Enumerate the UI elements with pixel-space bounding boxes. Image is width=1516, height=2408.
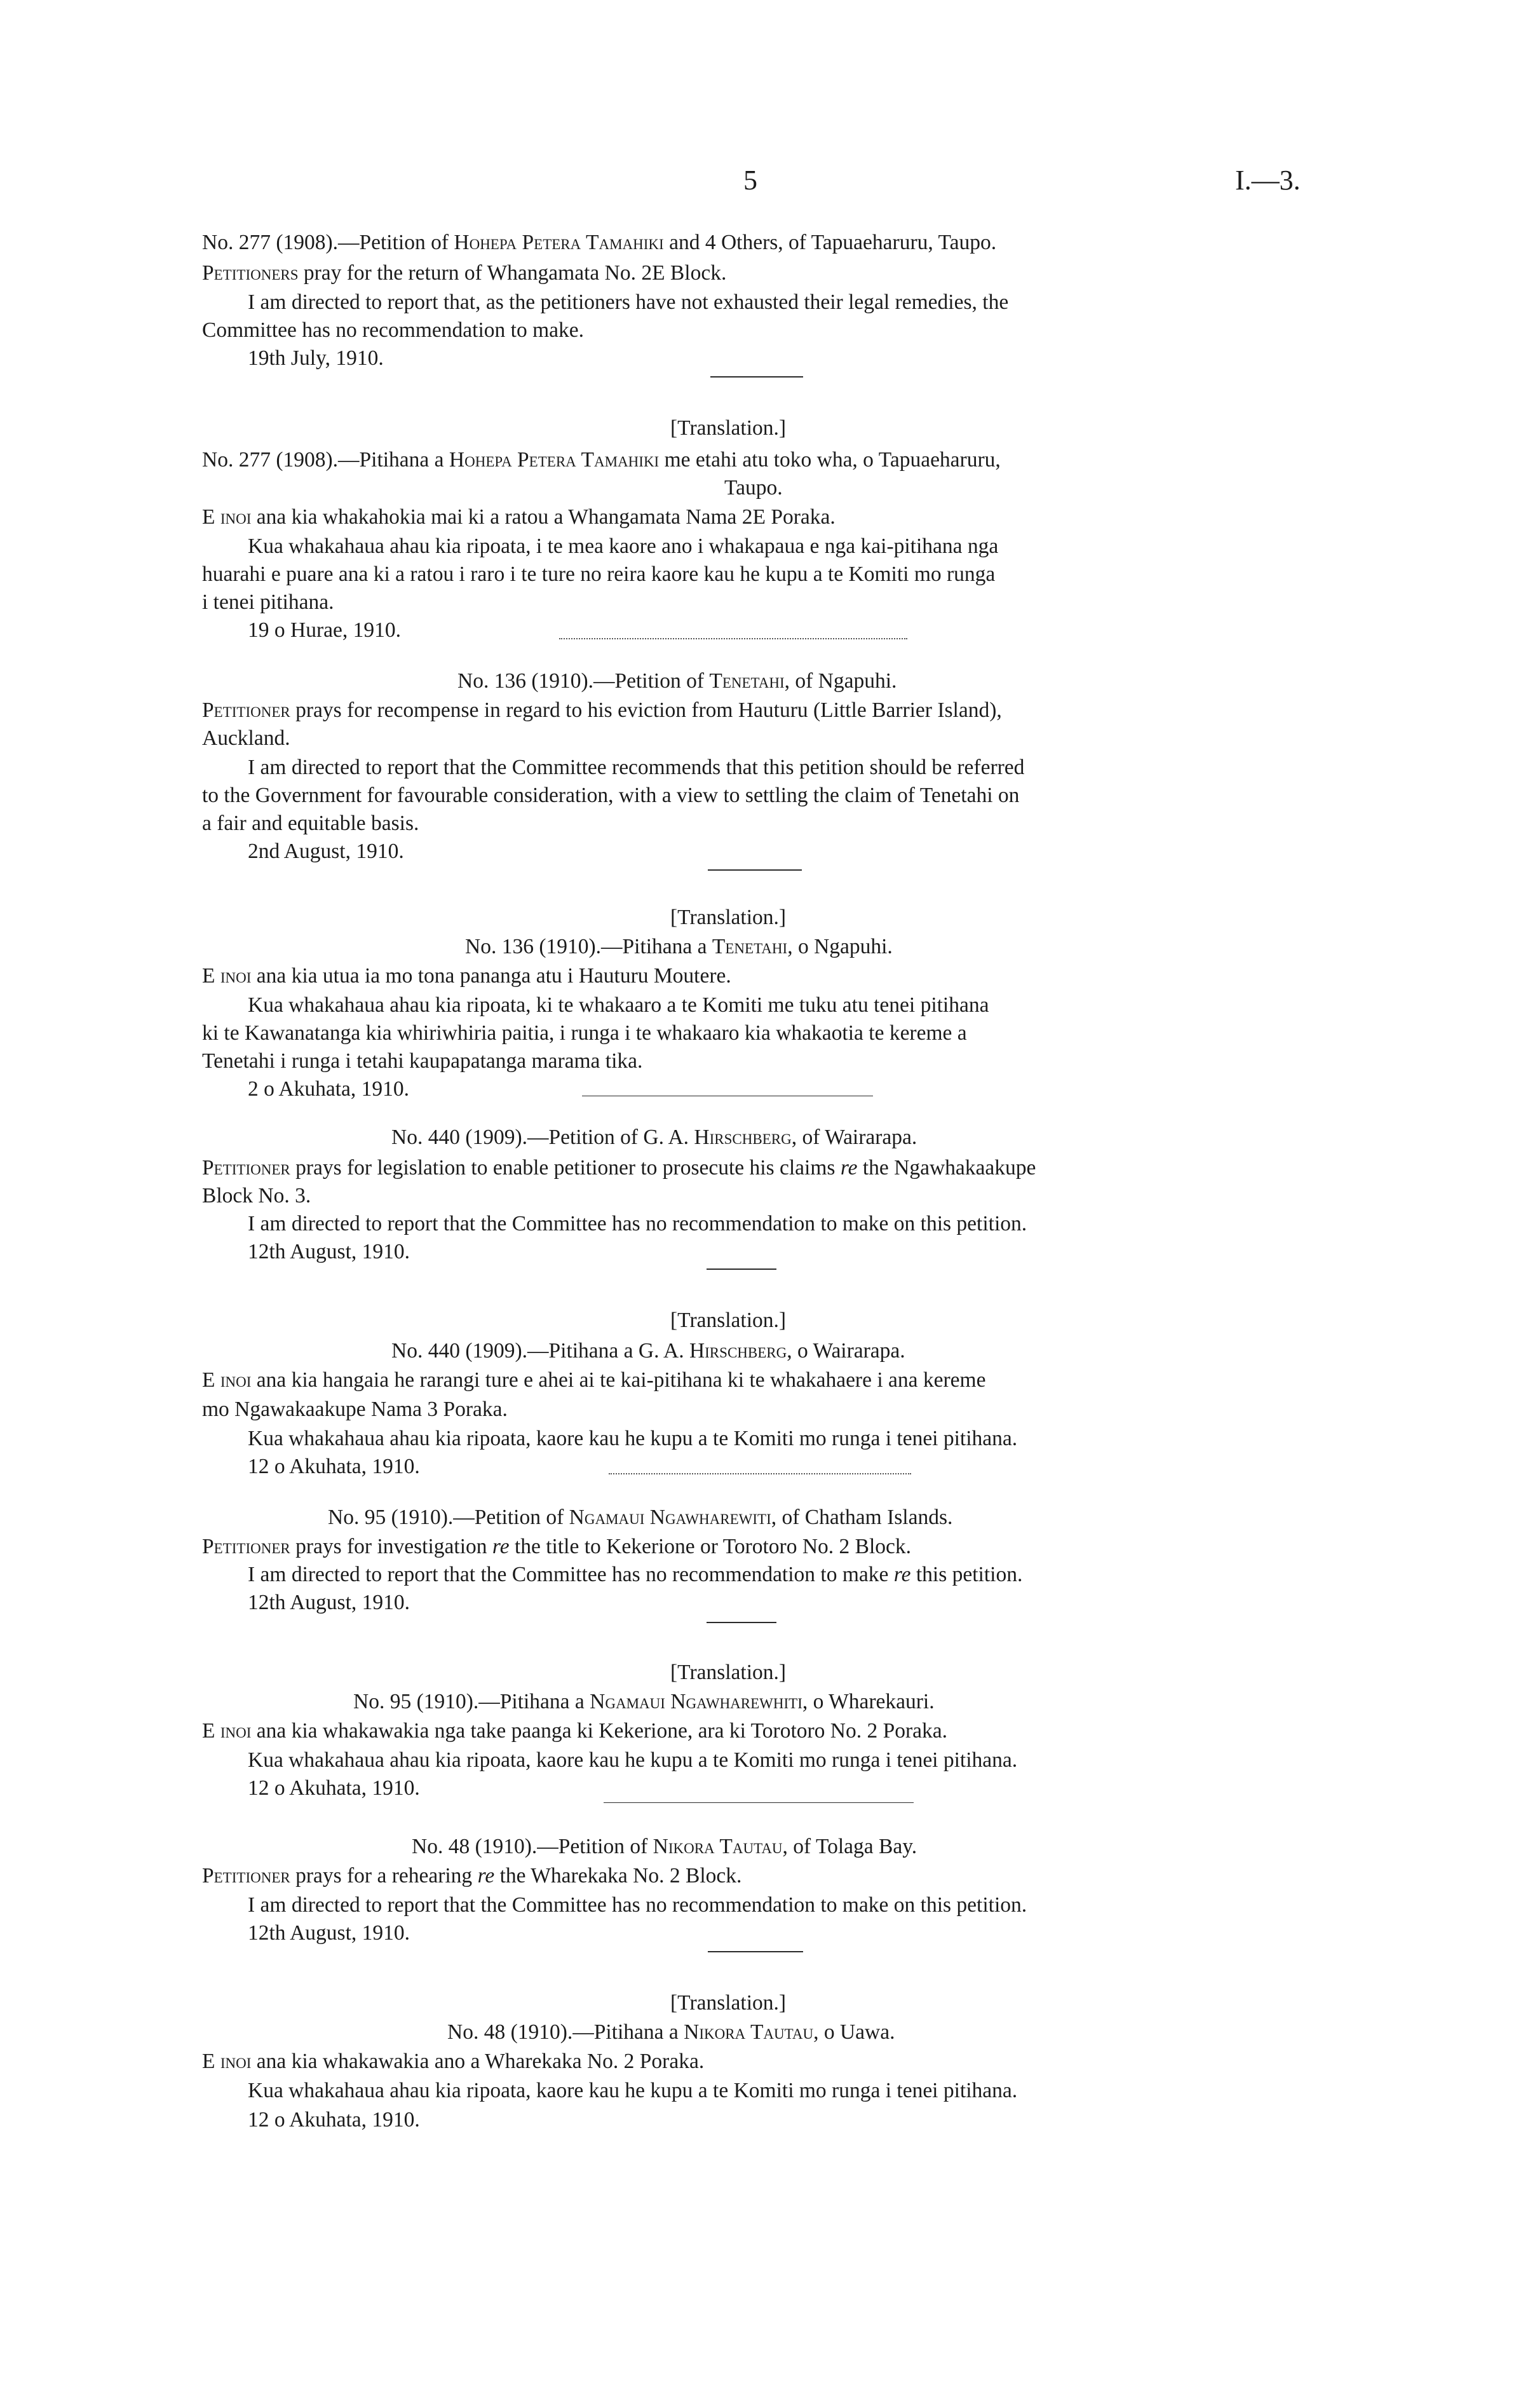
committee-report: Kua whakahaua ahau kia ripoata, i te mea kaore ano i whakapaua e nga kai-pitihana nga <box>248 534 999 558</box>
committee-report: Kua whakahaua ahau kia ripoata, kaore kau he kupu a te Komiti mo runga i tenei pitihana. <box>248 1748 1018 1772</box>
committee-report: I am directed to report that the Committee has no recommendation to make on this petition. <box>248 1212 1027 1235</box>
committee-report: Kua whakahaua ahau kia ripoata, kaore kau he kupu a te Komiti mo runga i tenei pitihana. <box>248 1427 1018 1450</box>
report-date: 12th August, 1910. <box>248 1591 410 1614</box>
committee-report: i tenei pitihana. <box>202 590 334 614</box>
section-divider <box>559 638 907 639</box>
petition-prayer: Petitioner prays for legislation to enable petitioner to prosecute his claims re the Ngawhakaakupe <box>202 1156 1036 1180</box>
petition-heading: No. 48 (1910).—Petition of Nikora Tautau, of Tolaga Bay. <box>412 1835 917 1858</box>
section-divider <box>707 1269 776 1270</box>
petition-prayer: E inoi ana kia whakawakia ano a Wharekaka No. 2 Poraka. <box>202 2050 705 2073</box>
section-divider <box>710 376 803 378</box>
petition-heading: No. 95 (1910).—Pitihana a Ngamaui Ngawharewhiti, o Wharekauri. <box>353 1690 935 1713</box>
committee-report: ki te Kawanatanga kia whiriwhiria paitia, i runga i te whakaaro kia whakaotia te kereme a <box>202 1021 967 1045</box>
section-divider <box>708 869 802 871</box>
report-date: 12th August, 1910. <box>248 1240 410 1263</box>
section-divider <box>609 1473 911 1474</box>
petition-prayer-continued: mo Ngawakaakupe Nama 3 Poraka. <box>202 1398 508 1421</box>
report-date: 2nd August, 1910. <box>248 840 404 863</box>
translation-label: [Translation.] <box>670 1661 787 1684</box>
petition-prayer-continued: Auckland. <box>202 726 290 750</box>
committee-report: I am directed to report that the Committee has no recommendation to make on this petition. <box>248 1893 1027 1917</box>
report-date: 12 o Akuhata, 1910. <box>248 1776 420 1800</box>
petition-heading: No. 136 (1910).—Pitihana a Tenetahi, o Ngapuhi. <box>465 935 893 958</box>
translation-label: [Translation.] <box>670 416 787 440</box>
committee-report: I am directed to report that the Committee has no recommendation to make re this petition. <box>248 1563 1023 1586</box>
committee-report: a fair and equitable basis. <box>202 812 419 835</box>
petition-prayer: Petitioners pray for the return of Whangamata No. 2E Block. <box>202 261 727 285</box>
petition-prayer: E inoi ana kia whakawakia nga take paanga ki Kekerione, ara ki Torotoro No. 2 Poraka. <box>202 1719 947 1743</box>
petition-heading: No. 277 (1908).—Petition of Hohepa Petera Tamahiki and 4 Others, of Tapuaeharuru, Taupo. <box>202 231 997 254</box>
petition-prayer: E inoi ana kia utua ia mo tona pananga atu i Hauturu Moutere. <box>202 964 731 988</box>
committee-report: Kua whakahaua ahau kia ripoata, ki te whakaaro a te Komiti me tuku atu tenei pitihana <box>248 993 989 1017</box>
petition-heading-continued: Taupo. <box>724 476 783 500</box>
page-number: 5 <box>743 165 757 196</box>
document-reference: I.—3. <box>1235 165 1301 196</box>
committee-report: Tenetahi i runga i tetahi kaupapatanga marama tika. <box>202 1049 643 1073</box>
translation-label: [Translation.] <box>670 1309 787 1332</box>
petition-heading: No. 48 (1910).—Pitihana a Nikora Tautau, o Uawa. <box>447 2020 895 2044</box>
committee-report: huarahi e puare ana ki a ratou i raro i te ture no reira kaore kau he kupu a te Komiti mo runga <box>202 562 996 586</box>
petition-prayer: E inoi ana kia hangaia he rarangi ture e ahei ai te kai-pitihana ki te whakahaere i ana kereme <box>202 1368 986 1392</box>
committee-report: I am directed to report that, as the petitioners have not exhausted their legal remedies, the <box>248 290 1009 314</box>
petition-heading: No. 440 (1909).—Petition of G. A. Hirschberg, of Wairarapa. <box>391 1126 917 1149</box>
translation-label: [Translation.] <box>670 906 787 929</box>
petition-prayer: Petitioner prays for a rehearing re the Wharekaka No. 2 Block. <box>202 1864 742 1888</box>
committee-report: Committee has no recommendation to make. <box>202 318 584 342</box>
committee-report: to the Government for favourable consideration, with a view to settling the claim of Tenetahi on <box>202 784 1020 807</box>
committee-report: Kua whakahaua ahau kia ripoata, kaore kau he kupu a te Komiti mo runga i tenei pitihana. <box>248 2079 1018 2102</box>
petition-heading: No. 277 (1908).—Pitihana a Hohepa Petera Tamahiki me etahi atu toko wha, o Tapuaeharuru, <box>202 448 1001 472</box>
report-date: 19 o Hurae, 1910. <box>248 618 401 642</box>
petition-prayer: Petitioner prays for recompense in regard to his eviction from Hauturu (Little Barrier Island), <box>202 698 1002 722</box>
petition-prayer: Petitioner prays for investigation re the title to Kekerione or Torotoro No. 2 Block. <box>202 1535 912 1558</box>
petition-heading: No. 136 (1910).—Petition of Tenetahi, of Ngapuhi. <box>457 669 897 693</box>
report-date: 12 o Akuhata, 1910. <box>248 1455 420 1478</box>
petition-prayer-continued: Block No. 3. <box>202 1184 311 1207</box>
translation-label: [Translation.] <box>670 1991 787 2015</box>
report-date: 12 o Akuhata, 1910. <box>248 2108 420 2132</box>
committee-report: I am directed to report that the Committee recommends that this petition should be referred <box>248 756 1025 779</box>
report-date: 2 o Akuhata, 1910. <box>248 1077 410 1101</box>
petition-prayer: E inoi ana kia whakahokia mai ki a ratou a Whangamata Nama 2E Poraka. <box>202 505 836 529</box>
report-date: 12th August, 1910. <box>248 1921 410 1945</box>
section-divider <box>708 1951 803 1952</box>
petition-heading: No. 440 (1909).—Pitihana a G. A. Hirschberg, o Wairarapa. <box>391 1339 905 1363</box>
section-divider <box>604 1802 914 1803</box>
section-divider <box>707 1622 776 1623</box>
petition-heading: No. 95 (1910).—Petition of Ngamaui Ngawharewiti, of Chatham Islands. <box>328 1506 953 1529</box>
report-date: 19th July, 1910. <box>248 346 384 370</box>
